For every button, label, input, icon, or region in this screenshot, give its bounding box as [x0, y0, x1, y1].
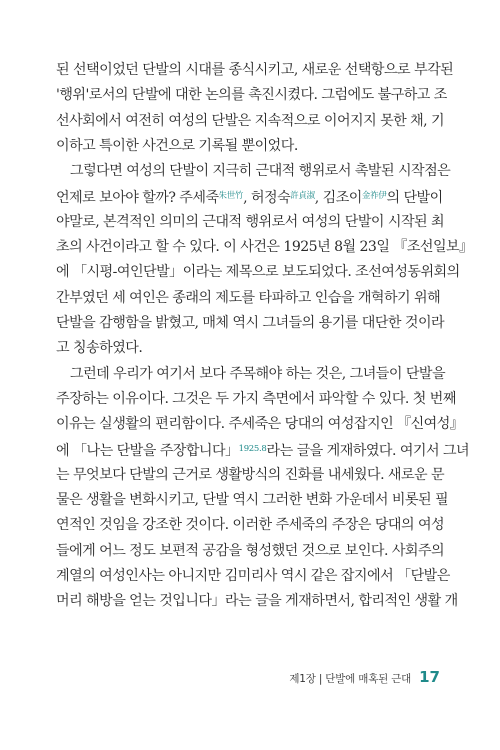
text-line: 머리 해방을 얻는 것입니다」라는 글을 게재하면서, 합리적인 생활 개 — [56, 593, 458, 610]
text-line: 초의 사건이라고 할 수 있다. 이 사건은 1925년 8월 23일 『조선일보』 — [56, 239, 473, 256]
text-line — [56, 184, 444, 209]
text-run: 에 「나는 단발을 주장합니다」 — [56, 443, 239, 460]
running-head: 제1장 | 단발에 매혹된 근대 — [289, 673, 412, 685]
text-line: 물은 생활을 변화시키고, 단발 역시 그러한 변화 가운데서 비롯된 필 — [56, 492, 449, 509]
text-line: 야말로, 본격적인 의미의 근대적 행위로서 여성의 단발이 시작된 최 — [56, 213, 445, 230]
page-footer — [289, 668, 440, 686]
text-line: 단발을 감행함을 밝혔고, 매체 역시 그녀들의 용기를 대단한 것이라 — [56, 314, 445, 331]
text-line: 계열의 여성인사는 아니지만 김미리사 역시 같은 잡지에서 「단발은 — [56, 567, 450, 584]
text-line: 이하고 특이한 사건으로 기록될 뿐이었다. — [56, 137, 298, 154]
text-line: 간부였던 세 여인은 종래의 제도를 타파하고 인습을 개혁하기 위해 — [56, 289, 441, 306]
text-run: 언제로 보아야 할까? 주세죽 — [56, 190, 219, 207]
hanja-annotation: 金祚伊 — [361, 191, 387, 202]
text-line: 는 무엇보다 단발의 근거로 생활방식의 진화를 내세웠다. 새로운 문 — [56, 466, 445, 483]
page-number: 17 — [419, 668, 440, 686]
text-line — [56, 437, 470, 462]
text-line: 그런데 우리가 여기서 보다 주목해야 하는 것은, 그녀들이 단발을 — [70, 365, 446, 382]
text-line: 주장하는 이유이다. 그것은 두 가지 측면에서 파악할 수 있다. 첫 번째 — [56, 390, 456, 407]
text-line: 이유는 실생활의 편리함이다. 주세죽은 당대의 여성잡지인 『신여성』 — [56, 416, 464, 433]
body-text — [56, 58, 473, 615]
text-line: 에 「시평-여인단발」이라는 제목으로 보도되었다. 조선여성동위회의 — [56, 264, 460, 281]
hanja-annotation: 朱世竹 — [218, 191, 244, 202]
text-line: 연적인 것임을 강조한 것이다. 이러한 주세죽의 주장은 당대의 여성 — [56, 517, 445, 534]
text-line: 된 선택이었던 단발의 시대를 종식시키고, 새로운 선택항으로 부각된 — [56, 62, 454, 78]
text-line: 선사회에서 여전히 여성의 단발은 지속적으로 이어지지 못한 채, 기 — [56, 112, 445, 129]
date-annotation: 1925.8 — [238, 444, 267, 455]
hanja-annotation: 許貞淑 — [290, 191, 315, 202]
text-run: , 허정숙 — [243, 190, 291, 207]
text-line: 들에게 어느 정도 보편적 공감을 형성했던 것으로 보인다. 사회주의 — [56, 542, 445, 559]
text-run: 라는 글을 게재하였다. 여기서 그녀 — [266, 443, 470, 460]
text-line: 고 칭송하였다. — [56, 340, 143, 357]
text-line: 그렇다면 여성의 단발이 지극히 근대적 행위로서 촉발된 시작점은 — [70, 163, 451, 180]
text-run: , 김조이 — [314, 190, 362, 207]
text-run: 의 단발이 — [386, 190, 443, 207]
text-line: '행위'로서의 단발에 대한 논의를 촉진시켰다. 그럼에도 불구하고 조 — [56, 87, 447, 104]
